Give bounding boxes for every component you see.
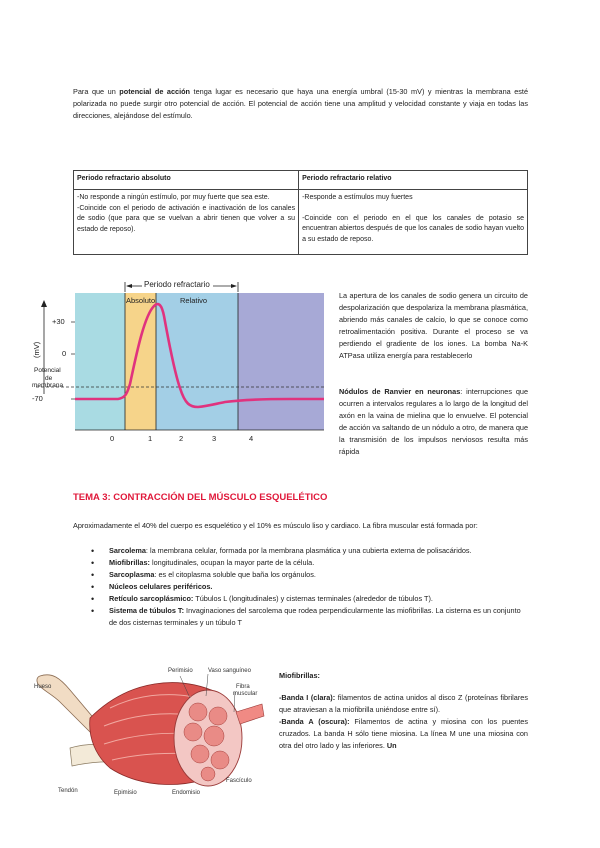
intro-text-2: tenga lugar es necesario que haya una energía umbral (15-30 mV) y mientras la membrana esté polarizada no puede surgir otro potencial de acción. El potencial de acción tiene una amplitud y velocidad constante y viaja en todas las direcciones, alejándose del estímulo. <box>73 87 529 120</box>
bullet-text: Túbulos L (longitudinales) y cisternas terminales (alrededor de túbulos T). <box>193 594 433 603</box>
table-cell-relative <box>299 190 528 255</box>
label-fasciculo: Fascículo <box>226 778 252 784</box>
side-paragraph-2 <box>339 386 528 458</box>
side-text-2: : interrupciones que ocurren a intervalos regulares a lo largo de la longitud del axón en la vaina de mielina que lo envuelve. El potencial de acción va saltando de un nódulo a otro, de manera que la transmisión de los impulsos nerviosos resulta más rápida <box>339 387 528 456</box>
label-vaso: Vaso sanguíneo <box>208 668 251 674</box>
bracket-arrow-right <box>231 284 237 288</box>
label-endomisio: Endomisio <box>172 790 201 796</box>
cell-rel-line2: -Coincide con el periodo en el que los canales de potasio se encuentran abiertos después de que los canales de sodio hayan vuelto a su estado de reposo. <box>302 214 524 243</box>
trailing-bold: Un <box>386 741 397 750</box>
miofibrillas-title: Miofibrillas: <box>279 671 320 680</box>
fiber-components-list <box>73 545 528 629</box>
intro-bold: potencial de acción <box>119 87 191 96</box>
bullet-term: Miofibrillas: <box>109 558 150 567</box>
bracket-arrow-left <box>126 284 132 288</box>
bullet-term: Sistema de túbulos T: <box>109 606 185 615</box>
bg-rest <box>75 293 125 430</box>
bg-after <box>238 293 324 430</box>
muscle-illustration <box>30 668 270 798</box>
intro-paragraph <box>73 86 528 122</box>
bullet-term: Sarcolema <box>109 546 146 555</box>
label-periodo: Periodo refractario <box>144 280 210 289</box>
bullet-term: Sarcoplasma <box>109 570 155 579</box>
cell-rel-line1: -Responde a estímulos muy fuertes <box>302 194 413 201</box>
bg-absolute <box>125 293 156 430</box>
label-minus70: -70 <box>32 394 43 403</box>
tema-heading: TEMA 3: CONTRACCIÓN DEL MÚSCULO ESQUELÉTICO <box>73 492 328 503</box>
list-item <box>73 545 528 557</box>
side-bold: Nódulos de Ranvier en neuronas <box>339 387 461 396</box>
refractory-table <box>73 170 528 255</box>
bullet-text: longitudinales, ocupan la mayor parte de la célula. <box>149 558 315 567</box>
bg-relative <box>156 293 238 430</box>
side-paragraph-1: La apertura de los canales de sodio genera un circuito de despolarización que despolariza la membrana plasmática, abriendo más canales de calcio, lo que se conoce como retroalimentación positiva. Durante el proceso se va perdiendo el gradiente de los iones. La bomba Na-K ATPasa utiliza energía para restablecerlo <box>339 291 528 360</box>
x-tick-3: 3 <box>212 434 217 443</box>
fiber-strand <box>236 704 264 724</box>
label-perimisio: Perimisio <box>168 668 193 674</box>
list-item <box>73 557 528 569</box>
action-potential-figure <box>30 276 330 448</box>
label-muscular: muscular <box>233 691 258 697</box>
table-header-absolute: Periodo refractario absoluto <box>74 171 299 190</box>
label-plus30: +30 <box>52 317 65 326</box>
x-tick-2: 2 <box>179 434 184 443</box>
label-unit: (mV) <box>32 341 41 358</box>
list-item <box>73 569 528 581</box>
table-header-relative: Periodo refractario relativo <box>299 171 528 190</box>
label-relativo: Relativo <box>180 296 208 305</box>
miofibrillas-text <box>279 692 528 752</box>
cell-abs-line1: -No responde a ningún estímulo, por muy fuerte que sea este. <box>77 194 270 201</box>
banda-i-term: -Banda I (clara): <box>279 693 336 702</box>
x-tick-4: 4 <box>249 434 254 443</box>
bullet-text: : es el citoplasma soluble que baña los orgánulos. <box>154 570 316 579</box>
banda-a-text: Filamentos de actina y miosina con los puentes cruzados. La banda H sólo tiene miosina. La línea M une una miosina con otra del otro lado y las inferiores. <box>279 717 528 750</box>
bullet-term: Núcleos celulares periféricos. <box>109 582 213 591</box>
label-fibra: Fibra <box>236 684 250 690</box>
label-tendon: Tendón <box>58 788 78 794</box>
label-epimisio: Epimisio <box>114 790 137 796</box>
cell-abs-line2: -Coincide con el periodo de activación e inactivación de los canales de sodio (que para que se vuelvan a abrir tienen que volver a su estado de reposo). <box>77 204 296 233</box>
list-item <box>73 605 528 629</box>
y-arrow-head <box>41 300 47 307</box>
label-de: de <box>45 375 53 382</box>
label-membrana: membrana <box>32 382 64 389</box>
bullet-text: : la membrana celular, formada por la membrana plasmática y una cubierta externa de polisacáridos. <box>145 546 472 555</box>
label-0: 0 <box>62 349 67 358</box>
label-hueso: Hueso <box>34 684 52 690</box>
x-tick-0: 0 <box>110 434 115 443</box>
x-tick-1: 1 <box>148 434 153 443</box>
label-potencial: Potencial <box>34 367 61 374</box>
intro-text-1: Para que un <box>73 87 120 96</box>
bullet-text: Invaginaciones del sarcolema que rodea perpendicularmente las miofibrillas. La cisterna es un conjunto de dos cisternas terminales y un túbulo T <box>109 606 521 627</box>
banda-i-text: filamentos de actina unidos al disco Z (proteínas fibrilares que atraviesan a la miofibrilla uniéndose entre sí). <box>279 693 528 714</box>
list-item <box>73 581 528 593</box>
list-item <box>73 593 528 605</box>
banda-a-term: -Banda A (oscura): <box>279 717 350 726</box>
label-absoluto: Absoluto <box>126 296 156 305</box>
tema-intro: Aproximadamente el 40% del cuerpo es esquelético y el 10% es músculo liso y cardiaco. La fibra muscular está formada por: <box>73 521 478 530</box>
table-cell-absolute <box>74 190 299 255</box>
bullet-term: Retículo sarcoplásmico: <box>109 594 194 603</box>
